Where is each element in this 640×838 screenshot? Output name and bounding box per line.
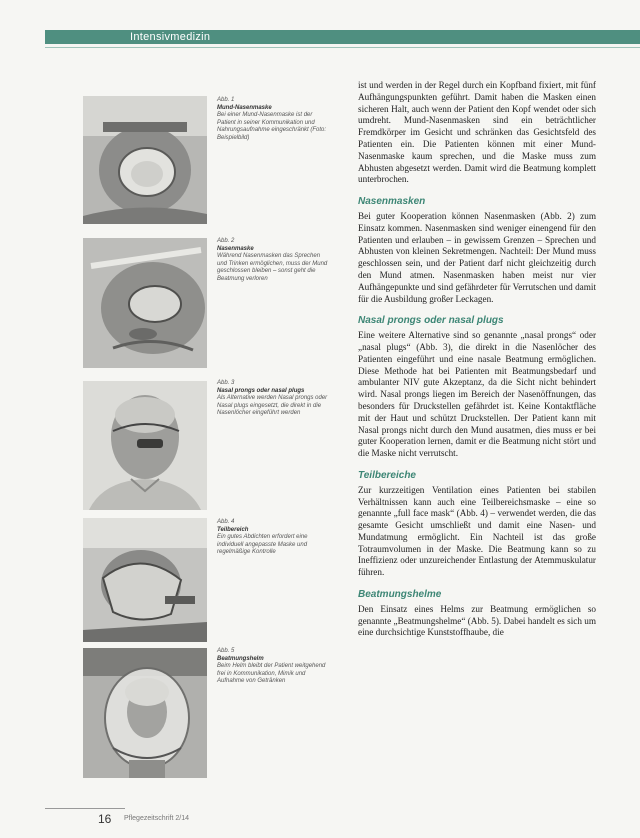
figure-2-caption [217,238,329,283]
figure-text: Als Alternative werden Nasal prongs oder Nasal plugs eingesetzt, die direkt in die Nasenlöcher eingeführt werden [217,395,328,416]
footer-source: Pflegezeitschrift 2/14 [124,815,189,822]
figure-title: Mund-Nasenmaske [217,104,272,111]
figure-5-photo [83,648,207,778]
figure-3-photo [83,381,207,510]
figure-label: Abb. 2 [217,238,235,244]
footer-divider [45,808,125,809]
figure-5-caption [217,648,329,686]
figure-title: Nasal prongs oder nasal plugs [217,387,305,394]
figure-text: Während Nasenmasken das Sprechen und Trinken ermöglichen, muss der Mund geschlossen bleiben – sonst geht die Beatmung verloren [217,253,328,282]
section-title: Intensivmedizin [130,31,211,43]
heading-nasenmasken: Nasenmasken [358,196,426,208]
figure-2-photo [83,238,207,368]
heading-beatmungshelme: Beatmungshelme [358,589,442,601]
figure-title: Nasenmaske [217,245,254,252]
figure-label: Abb. 5 [217,648,235,654]
figure-title: Beatmungshelm [217,655,264,662]
figure-label: Abb. 3 [217,380,235,386]
figure-label: Abb. 4 [217,519,235,525]
header-divider [45,47,640,48]
figure-text: Ein gutes Abdichten erfordert eine individuell angepasste Maske und regelmäßige Kontrolle [217,534,308,555]
paragraph-nasal-prongs: Eine weitere Alternative sind so genannte „nasal prongs“ oder „nasal plugs“ (Abb. 3), die direkt in die Nasenlöcher des Patienten eingeführt und eine nasale Beatmung ermöglichen. Diese Methode hat bei Patienten mit Beatmungsbedarf und ambulanter NIV gute Akzeptanz, da die Sicht nicht behindert wird. Nasal prongs liegen im Bereich der Nasenöffnungen, das besonders für Druckstellen gefährdet ist. Keine Kontaktfläche mit der Haut und schützt Druckstellen. Der Patient kann mit Nasal prongs nicht durch den Mund ausatmen, dies muss er bei guter Kooperation lernen, damit er die Beatmung nicht stört und die Maske nicht verrutscht. [358,330,596,459]
figure-4-caption [217,519,329,557]
figure-label: Abb. 1 [217,97,235,103]
figure-text: Beim Helm bleibt der Patient weitgehend frei in Kommunikation, Mimik und Aufnahme von Getränken [217,663,326,684]
figure-3-caption [217,380,329,418]
figure-4-photo [83,518,207,642]
article-body [358,80,596,649]
figure-title: Teilbereich [217,526,249,533]
article-intro: ist und werden in der Regel durch ein Kopfband fixiert, mit fünf Aufhängungspunkten geführt. Damit haben die Masken einen sicheren Halt, auch wenn der Patient den Kopf wendet oder sich umdreht. Mund-Nasenmasken sind ein beträchtlicher Fremdkörper im Gesicht und schränken das Gesichtsfeld des Patienten ein. Die Patienten können mit einer Mund-Nasenmaske kaum sprechen, und die Maske muss zum Abhusten abgesetzt werden. Damit wird die Beatmung komplett unterbrochen. [358,80,596,185]
paragraph-beatmungshelme: Den Einsatz eines Helms zur Beatmung ermöglichen so genannte „Beatmungshelme“ (Abb. 5). Dabei handelt es sich um eine durchsichtige Kunststoffhaube, die [358,603,596,638]
figure-text: Bei einer Mund-Nasenmaske ist der Patient in seiner Kommunikation und Nahrungsaufnahme eingeschränkt (Foto: Beispielbild) [217,112,327,141]
figure-1-photo [83,96,207,224]
page-number: 16 [98,812,112,826]
figure-1-caption [217,97,329,142]
heading-teilbereiche: Teilbereiche [358,469,416,481]
heading-nasal-prongs: Nasal prongs oder nasal plugs [358,315,504,327]
paragraph-teilbereiche: Zur kurzzeitigen Ventilation eines Patienten bei stabilen Verhältnissen kann auch eine Teilbereichsmaske – eine so genannte „full face mask“ (Abb. 4) – verwendet werden, die das gesamte Gesicht umschließt und damit eine Nasen- und Mundatmung ermöglicht. Ein Nachteil ist das große Totraumvolumen in der Maske. Die Beatmung kann so zu Ineffizienz oder unzureichender Entlastung der Atemmuskulatur führen. [358,484,596,578]
paragraph-nasenmasken: Bei guter Kooperation können Nasenmasken (Abb. 2) zum Einsatz kommen. Nasenmasken sind weniger einengend für den Patienten und erlauben – in gewissem Grenzen – Sprechen und Abhusten von kleinen Sekretmengen. Nachteil: Der Mund muss geschlossen sein, und der Patient darf nicht gleichzeitig durch den Mund atmen. Nasenmasken haben meist nur vier Aufhängepunkte und sind gefährdeter für Verrutschen und damit für die Ausbildung großer Leckagen. [358,210,596,304]
